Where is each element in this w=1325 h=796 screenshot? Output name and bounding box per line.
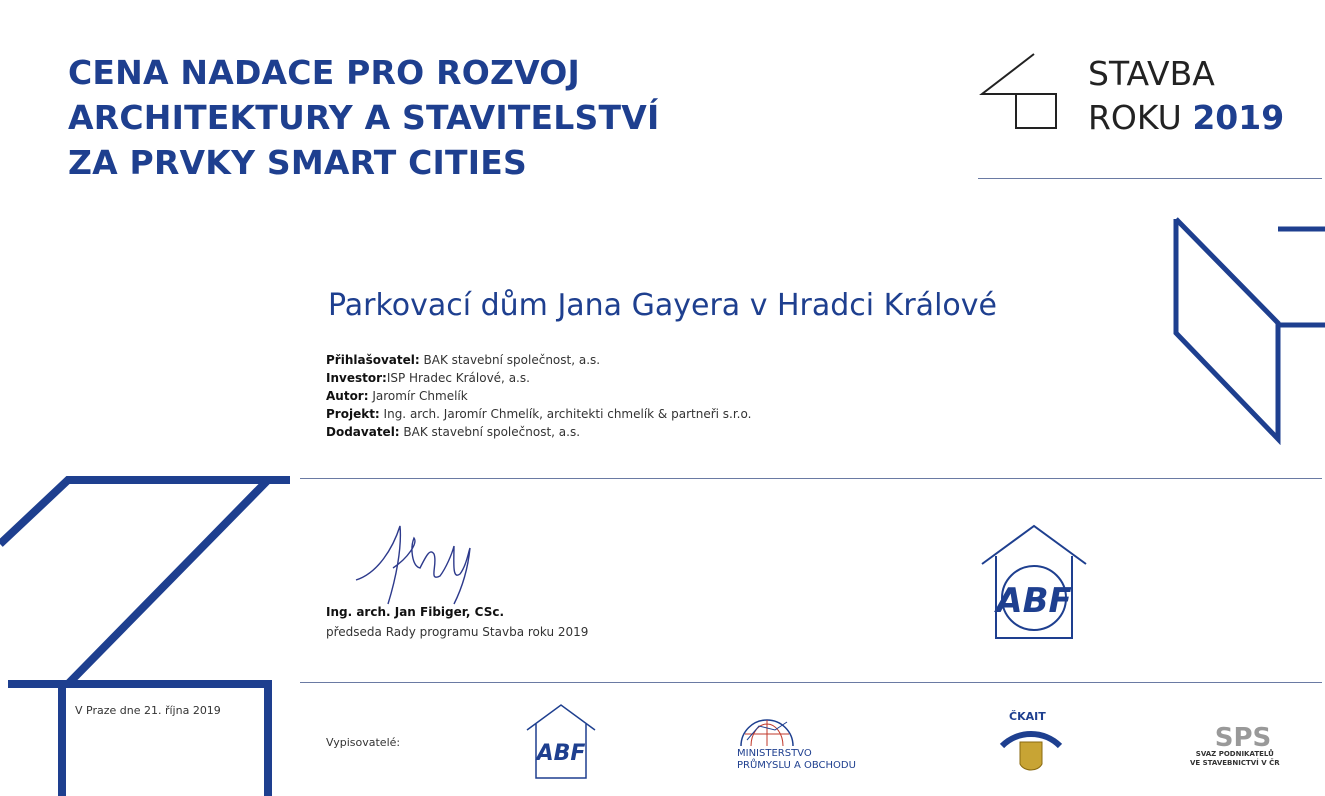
award-title [68,50,659,185]
detail-row [326,423,751,441]
issue-date: V Praze dne 21. října 2019 [75,704,221,717]
sps-sub-line-1: SVAZ PODNIKATELŮ [1195,750,1274,758]
detail-label: Autor: [326,389,369,403]
stavba-roku-logo-icon [978,52,1058,132]
detail-value: Jaromír Chmelík [368,389,468,403]
detail-label: Přihlašovatel: [326,353,420,367]
detail-value: ISP Hradec Králové, a.s. [386,371,530,385]
detail-label: Investor: [326,371,387,385]
detail-value: BAK stavební společnost, a.s. [399,425,581,439]
detail-row [326,387,751,405]
divider-top-right [978,178,1322,179]
award-title-line: ZA PRVKY SMART CITIES [68,143,527,182]
detail-label: Projekt: [326,407,380,421]
decorative-right-shape-icon [1170,215,1325,445]
stavba-roku-brand [1088,52,1284,140]
abf-logo-text: ABF [996,581,1072,621]
project-details [326,351,751,441]
award-title-line: ARCHITEKTURY A STAVITELSTVÍ [68,98,660,137]
brand-year: 2019 [1192,98,1285,137]
detail-label: Dodavatel: [326,425,400,439]
mpo-globe-icon [737,712,797,748]
detail-row [326,351,751,369]
signatory-name: Ing. arch. Jan Fibiger, CSc. [326,605,505,619]
project-name: Parkovací dům Jana Gayera v Hradci Králové [328,288,997,323]
organizers-label: Vypisovatelé: [326,736,401,749]
mpo-line-2: PRŮMYSLU A OBCHODU [737,760,856,771]
ckait-lion-emblem-icon [998,724,1064,780]
detail-row [326,369,751,387]
abf-small-logo-text: ABF [536,741,586,766]
decorative-left-shape-icon [0,474,290,796]
detail-value: Ing. arch. Jaromír Chmelík, architekti chmelík & partneři s.r.o. [379,407,752,421]
abf-logo-icon [978,522,1090,642]
sps-sub-line-2: VE STAVEBNICTVÍ V ČR [1190,759,1280,767]
brand-line-2: ROKU [1088,98,1182,137]
divider-middle [300,478,1322,479]
handwritten-signature-icon [348,518,488,608]
sps-logo-text: SPS [1214,723,1272,750]
brand-line-1: STAVBA [1088,54,1215,93]
award-title-line: CENA NADACE PRO ROZVOJ [68,53,580,92]
mpo-logo-text [737,748,856,772]
abf-small-logo-icon [524,702,598,780]
ckait-logo-text: ČKAIT [1009,710,1046,723]
detail-row [326,405,751,423]
signatory-role: předseda Rady programu Stavba roku 2019 [326,625,589,639]
detail-value: BAK stavební společnost, a.s. [419,353,601,367]
mpo-line-1: MINISTERSTVO [737,748,812,759]
sps-logo-icon [1200,722,1286,750]
divider-bottom [300,682,1322,683]
sps-subtitle [1190,750,1280,768]
